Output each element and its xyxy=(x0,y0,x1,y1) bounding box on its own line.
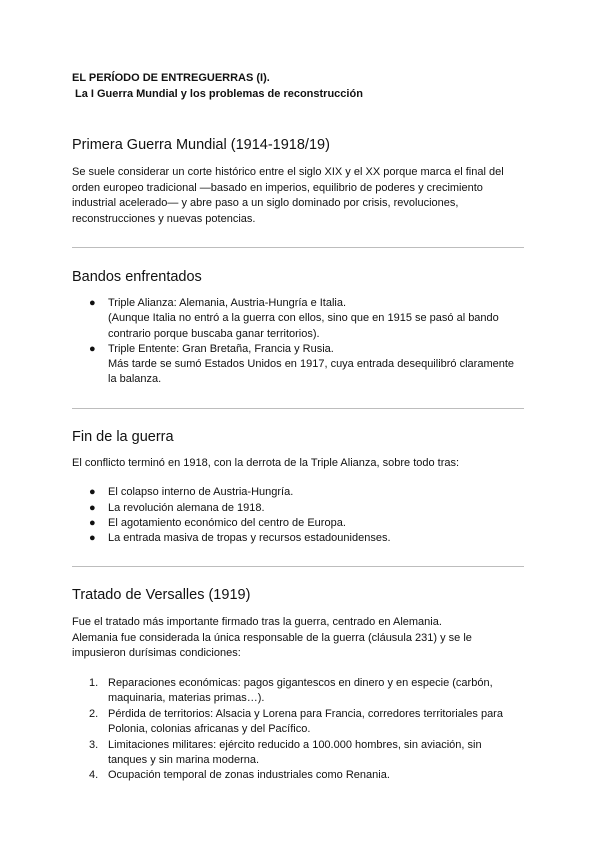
bullet-icon: ● xyxy=(89,516,96,529)
section-intro-fin-guerra: El conflicto terminó en 1918, con la derrota de la Triple Alianza, sobre todo tras: xyxy=(72,456,460,469)
list-number: 1. xyxy=(89,676,99,689)
list-item: ● La entrada masiva de tropas y recursos estadounidenses. xyxy=(72,531,528,546)
section-intro-versalles: Fue el tratado más importante firmado tras la guerra, centrado en Alemania. Alemania fue considerada la única responsable de la guerra (cláusula 231) y se le impusieron durísimas condiciones: xyxy=(72,616,472,660)
list-item: ● La revolución alemana de 1918. xyxy=(72,501,528,516)
document-subtitle: La I Guerra Mundial y los problemas de reconstrucción xyxy=(75,88,363,100)
list-item: 4. Ocupación temporal de zonas industriales como Renania. xyxy=(72,768,528,783)
document-title: EL PERÍODO DE ENTREGUERRAS (I). xyxy=(72,72,270,84)
list-item: ● Triple Entente: Gran Bretaña, Francia y Rusia. Más tarde se sumó Estados Unidos en 1917, cuya entrada desequilibró claramente la balanza. xyxy=(89,342,515,386)
list-item: 3. Limitaciones militares: ejército reducido a 100.000 hombres, sin aviación, sin tanques y sin marina moderna. xyxy=(89,738,482,766)
bullet-icon: ● xyxy=(89,532,96,545)
section-paragraph-primera-guerra: Se suele considerar un corte histórico entre el siglo XIX y el XX porque marca el final del orden europeo tradicional —basado en imperios, equilibrio de poderes y crecimiento industrial acelerado— y abre paso a un siglo dominado por crisis, revoluciones, reconstrucciones y nuevas potencias. xyxy=(72,166,504,225)
section-heading-fin-guerra: Fin de la guerra xyxy=(72,428,174,445)
list-number: 3. xyxy=(89,738,99,751)
section-heading-versalles: Tratado de Versalles (1919) xyxy=(72,587,251,604)
list-item: ● El agotamiento económico del centro de Europa. xyxy=(72,516,528,531)
list-item: 2. Pérdida de territorios: Alsacia y Lorena para Francia, corredores territoriales para Polonia, colonias africanas y del Pacífico. xyxy=(89,707,503,736)
section-heading-bandos: Bandos enfrentados xyxy=(72,269,202,285)
list-number: 4. xyxy=(89,769,99,782)
document-page xyxy=(72,70,528,784)
list-item: ● El colapso interno de Austria-Hungría. xyxy=(72,485,528,500)
bullet-icon: ● xyxy=(89,486,96,499)
section-heading-primera-guerra: Primera Guerra Mundial (1914-1918/19) xyxy=(72,137,330,153)
fin-guerra-list xyxy=(72,485,528,546)
list-item: 1. Reparaciones económicas: pagos gigantescos en dinero y en especie (carbón, maquinaria, materias primas…). xyxy=(89,676,493,705)
list-number: 2. xyxy=(89,707,99,720)
list-item: ● Triple Alianza: Alemania, Austria-Hungría e Italia. (Aunque Italia no entró a la guerra con ellos, sino que en 1915 se pasó al bando contrario porque buscaba ganar territorios). xyxy=(89,297,499,340)
bandos-list xyxy=(72,296,528,388)
bullet-icon: ● xyxy=(89,342,96,355)
bullet-icon: ● xyxy=(89,501,96,514)
versalles-conditions-list xyxy=(72,676,528,784)
bullet-icon: ● xyxy=(89,297,96,309)
